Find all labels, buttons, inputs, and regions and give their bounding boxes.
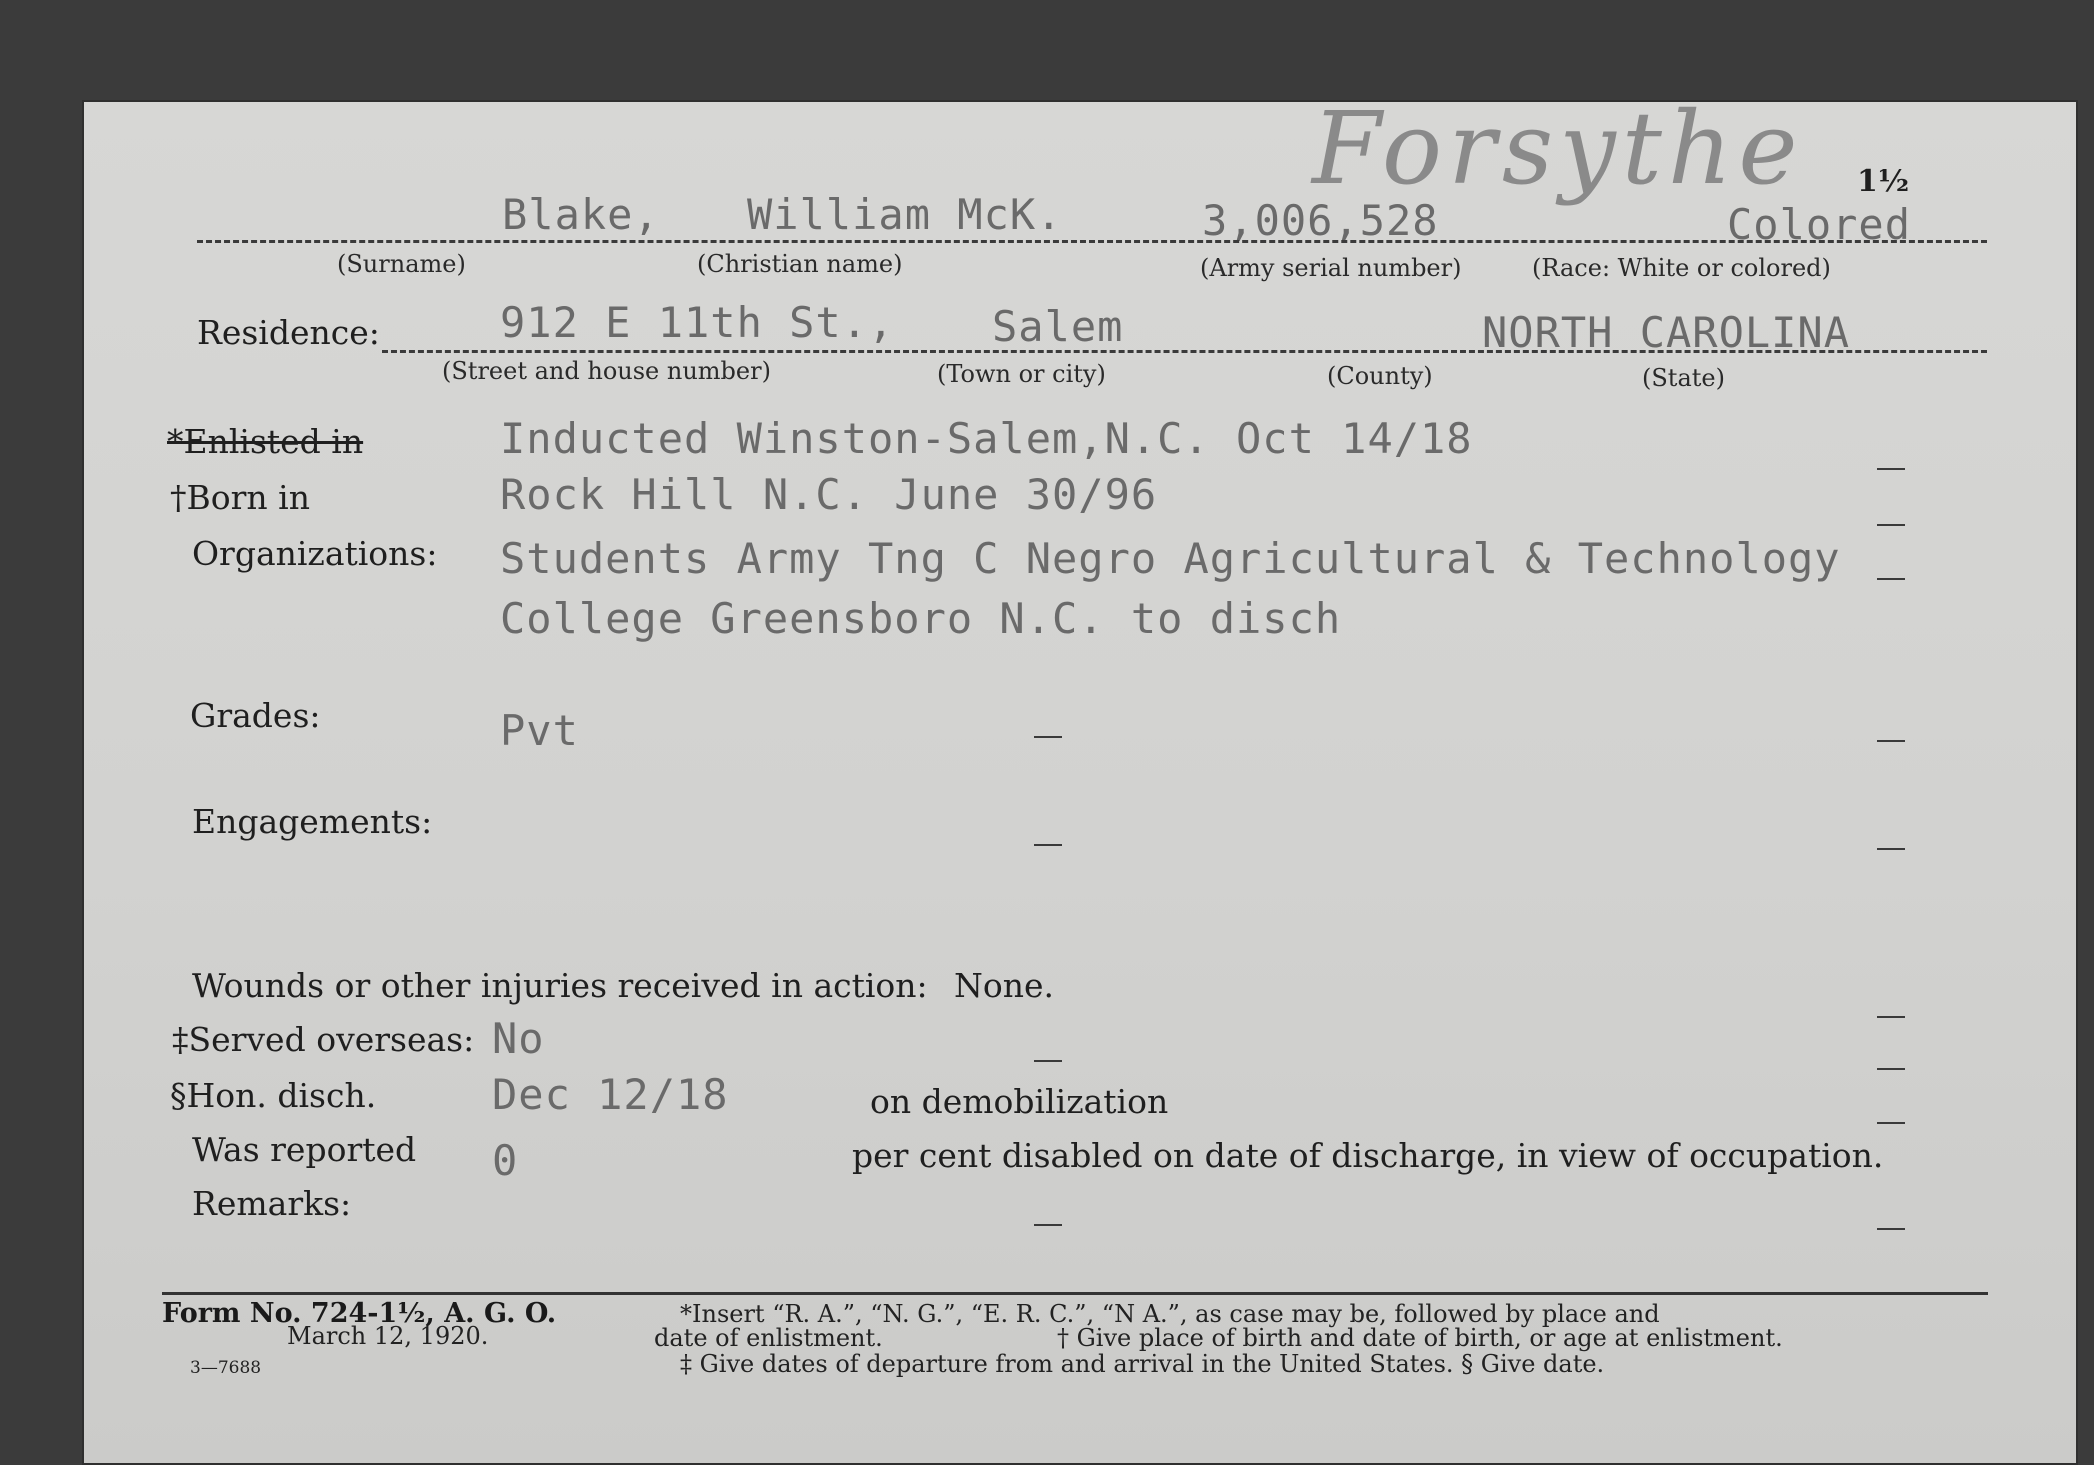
handwritten-county: Forsythe — [1312, 90, 1804, 207]
town-value: Salem — [992, 302, 1124, 351]
was-reported-value: 0 — [492, 1136, 519, 1185]
blank-tick — [1877, 578, 1905, 580]
state-value: NORTH CAROLINA — [1482, 308, 1851, 357]
form-number: Form No. 724-1½, A. G. O. — [162, 1298, 557, 1329]
blank-tick — [1877, 1122, 1905, 1124]
footnote-overseas: ‡ Give dates of departure from and arrival in the United States. § Give date. — [680, 1350, 1605, 1378]
blank-tick — [1877, 1016, 1905, 1018]
street-value: 912 E 11th St., — [500, 298, 895, 347]
engagements-label: Engagements: — [192, 802, 433, 841]
born-label: †Born in — [170, 478, 310, 517]
wounds-value: None. — [954, 966, 1055, 1005]
form-date: March 12, 1920. — [287, 1322, 489, 1350]
footer-rule — [162, 1292, 1988, 1295]
was-reported-label: Was reported — [192, 1130, 417, 1169]
street-caption: (Street and house number) — [442, 357, 771, 385]
grades-value: Pvt — [500, 706, 579, 755]
race-value: Colored — [1727, 200, 1912, 249]
honorable-discharge-label: §Hon. disch. — [170, 1076, 377, 1115]
wounds-label: Wounds or other injuries received in action: — [192, 966, 928, 1005]
remarks-label: Remarks: — [192, 1184, 352, 1223]
blank-tick — [1877, 740, 1905, 742]
grades-label: Grades: — [190, 696, 321, 735]
race-caption: (Race: White or colored) — [1532, 254, 1831, 282]
honorable-discharge-value: Dec 12/18 — [492, 1070, 729, 1119]
print-code: 3—7688 — [190, 1358, 262, 1378]
honorable-discharge-suffix: on demobilization — [870, 1082, 1169, 1121]
was-reported-suffix: per cent disabled on date of discharge, in view of occupation. — [852, 1136, 1884, 1175]
footnote-birth: † Give place of birth and date of birth, or age at enlistment. — [1057, 1324, 1783, 1352]
served-overseas-label: ‡Served overseas: — [172, 1020, 475, 1059]
born-value: Rock Hill N.C. June 30/96 — [500, 470, 1158, 519]
footnote-enlisted: *Insert “R. A.”, “N. G.”, “E. R. C.”, “N A.”, as case may be, followed by place and — [680, 1300, 1660, 1328]
blank-tick — [1877, 848, 1905, 850]
county-caption: (County) — [1327, 362, 1433, 390]
serial-number-value: 3,006,528 — [1202, 196, 1439, 245]
blank-tick — [1877, 1228, 1905, 1230]
blank-tick — [1877, 524, 1905, 526]
surname-caption: (Surname) — [337, 250, 466, 278]
state-caption: (State) — [1642, 364, 1725, 392]
residence-line — [382, 350, 1987, 353]
organizations-label: Organizations: — [192, 534, 438, 573]
name-line — [197, 240, 1987, 243]
blank-tick — [1877, 468, 1905, 470]
serial-number-caption: (Army serial number) — [1200, 254, 1462, 282]
served-overseas-value: No — [492, 1014, 545, 1063]
enlisted-value: Inducted Winston-Salem,N.C. Oct 14/18 — [500, 414, 1473, 463]
organizations-value-line-1: Students Army Tng C Negro Agricultural & Technology — [500, 534, 1841, 583]
town-caption: (Town or city) — [937, 360, 1106, 388]
blank-tick — [1034, 844, 1062, 846]
christian-name-value: William McK. — [747, 190, 1063, 239]
christian-name-caption: (Christian name) — [697, 250, 903, 278]
card-code: 1½ — [1857, 164, 1910, 199]
residence-label: Residence: — [197, 313, 380, 352]
footnote-enlisted-cont: date of enlistment. — [654, 1324, 883, 1352]
blank-tick — [1034, 1224, 1062, 1226]
blank-tick — [1034, 736, 1062, 738]
service-record-card — [82, 90, 2078, 1465]
enlisted-label: *Enlisted in — [167, 422, 364, 461]
surname-value: Blake, — [502, 190, 660, 239]
blank-tick — [1877, 1068, 1905, 1070]
organizations-value-line-2: College Greensboro N.C. to disch — [500, 594, 1342, 643]
blank-tick — [1034, 1060, 1062, 1062]
